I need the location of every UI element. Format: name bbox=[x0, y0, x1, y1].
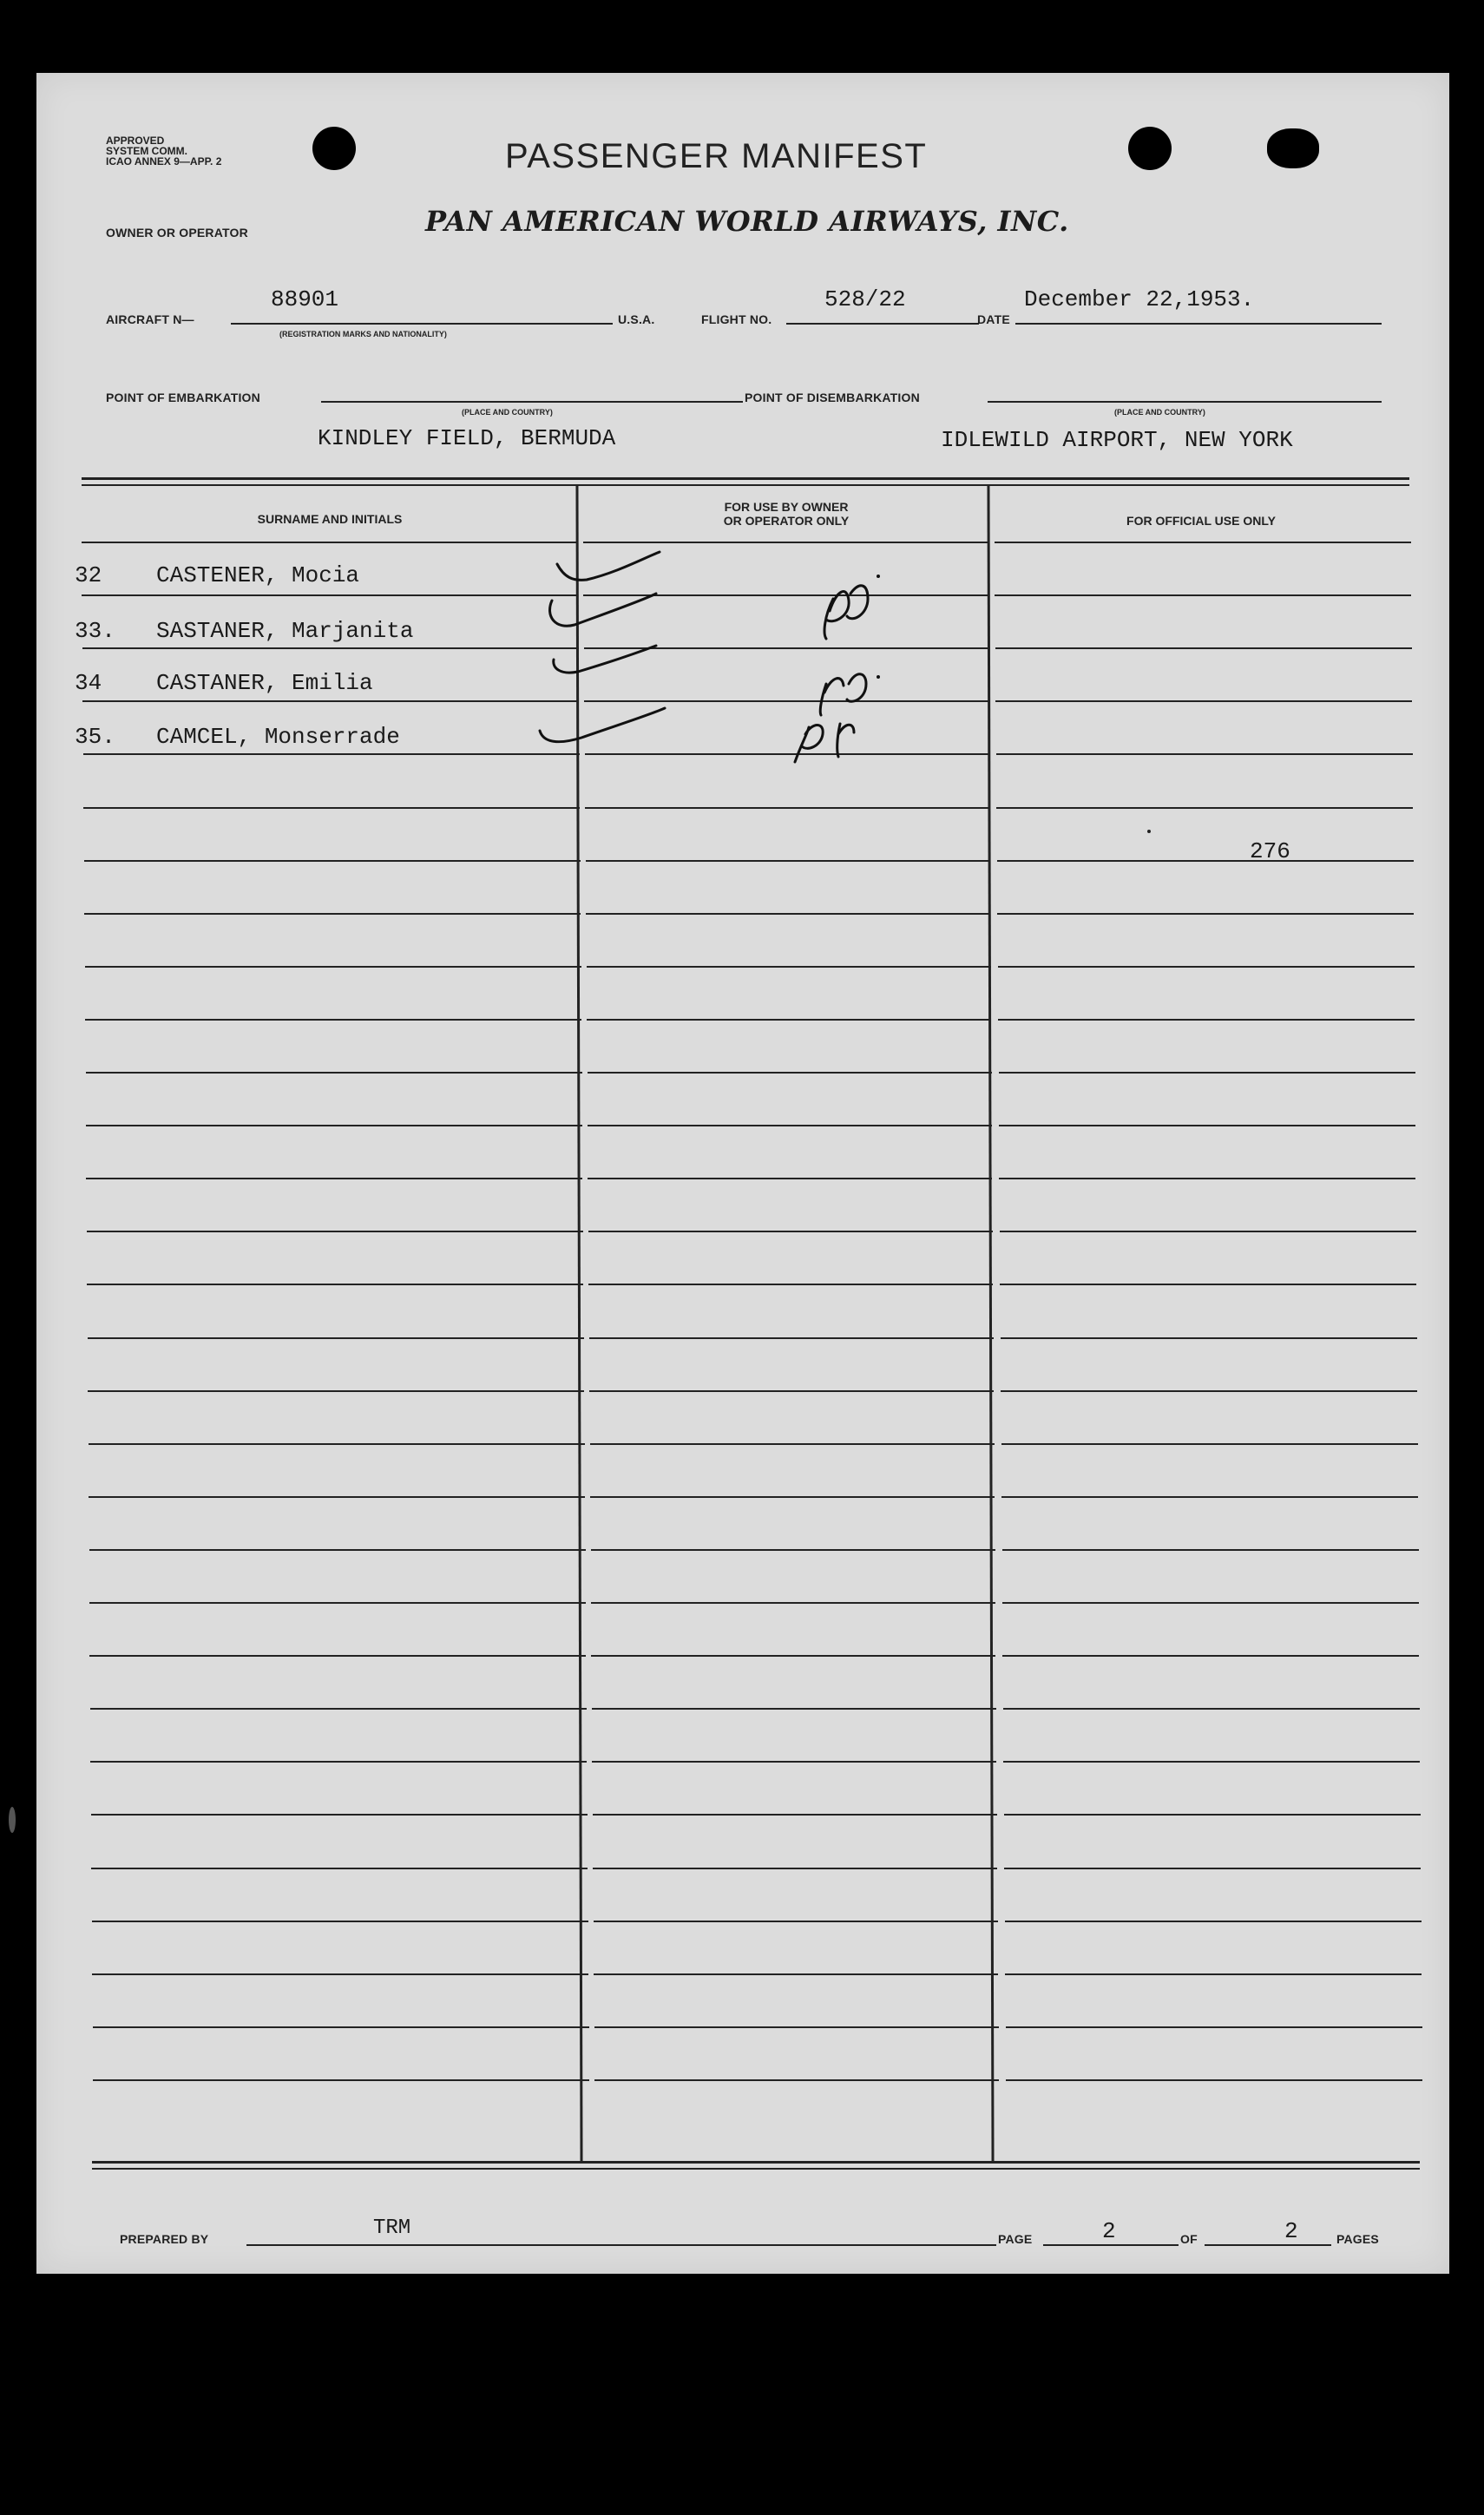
usa-label: U.S.A. bbox=[618, 312, 655, 326]
page-title: PASSENGER MANIFEST bbox=[505, 137, 928, 175]
table-rule-line bbox=[87, 1231, 583, 1232]
check-mark bbox=[557, 552, 660, 580]
passenger-name: CASTENER, Mocia bbox=[156, 562, 360, 588]
table-rule-line bbox=[1006, 2026, 1422, 2028]
table-rule-line bbox=[89, 1496, 585, 1498]
table-rule-line bbox=[593, 1814, 997, 1816]
table-rule-line bbox=[588, 1284, 993, 1285]
paper-speck bbox=[1147, 830, 1151, 833]
initials-mark bbox=[820, 674, 866, 715]
ink-dot bbox=[877, 575, 880, 578]
table-rule-line bbox=[589, 1390, 994, 1392]
table-rule-line bbox=[1001, 1337, 1417, 1339]
table-rule-line bbox=[86, 1178, 582, 1179]
initials-mark bbox=[795, 724, 854, 762]
table-rule-line bbox=[88, 1337, 584, 1339]
disembarkation-underline bbox=[988, 401, 1382, 403]
total-pages: 2 bbox=[1284, 2218, 1298, 2244]
aircraft-label: AIRCRAFT N— bbox=[106, 312, 194, 326]
passenger-number: 34 bbox=[75, 670, 102, 696]
table-rule-line bbox=[996, 807, 1413, 809]
disembarkation-place: IDLEWILD AIRPORT, NEW YORK bbox=[941, 427, 1293, 453]
table-rule-line bbox=[999, 1072, 1415, 1074]
table-bottom-rule bbox=[92, 2161, 1420, 2164]
approval-line: APPROVED bbox=[106, 135, 165, 147]
table-rule-line bbox=[1005, 1973, 1422, 1975]
table-rule-line bbox=[593, 1868, 997, 1869]
table-rule-line bbox=[90, 1708, 587, 1710]
table-rule-line bbox=[999, 1125, 1415, 1126]
flight-number: 528/22 bbox=[824, 286, 906, 312]
table-rule-line bbox=[590, 1496, 995, 1498]
punch-hole-corner bbox=[1267, 128, 1319, 168]
flight-label: FLIGHT NO. bbox=[701, 312, 772, 326]
company-name: PAN AMERICAN WORLD AIRWAYS, INC. bbox=[425, 205, 1069, 238]
page-number: 2 bbox=[1102, 2218, 1116, 2244]
of-underline bbox=[1205, 2244, 1331, 2246]
table-top-rule bbox=[82, 477, 1409, 480]
table-rule-line bbox=[586, 913, 990, 915]
aircraft-number: 88901 bbox=[271, 286, 339, 312]
initials-mark bbox=[824, 586, 868, 639]
table-rule-line bbox=[92, 1973, 588, 1975]
table-rule-line bbox=[995, 700, 1412, 702]
aircraft-underline bbox=[231, 323, 613, 325]
table-rule-line bbox=[87, 1284, 583, 1285]
passenger-name: CASTANER, Emilia bbox=[156, 670, 373, 696]
table-rule-line bbox=[1001, 1496, 1418, 1498]
handwritten-marks bbox=[503, 529, 972, 781]
table-rule-line bbox=[86, 1072, 582, 1074]
table-rule-line bbox=[1003, 1761, 1420, 1763]
table-top-rule bbox=[82, 484, 1409, 486]
prepared-by-label: PREPARED BY bbox=[120, 2232, 209, 2246]
passenger-number: 32 bbox=[75, 562, 102, 588]
table-rule-line bbox=[89, 1549, 586, 1551]
table-rule-line bbox=[85, 966, 581, 968]
pages-label: PAGES bbox=[1336, 2232, 1379, 2246]
table-rule-line bbox=[995, 647, 1412, 649]
table-rule-line bbox=[1004, 1868, 1421, 1869]
prepared-by-underline bbox=[246, 2244, 996, 2246]
passenger-name: CAMCEL, Monserrade bbox=[156, 724, 400, 750]
punch-hole-left bbox=[312, 127, 356, 170]
column-header-official: FOR OFFICIAL USE ONLY bbox=[1126, 514, 1276, 528]
embarkation-place: KINDLEY FIELD, BERMUDA bbox=[318, 425, 616, 451]
table-rule-line bbox=[91, 1814, 588, 1816]
owner-label: OWNER OR OPERATOR bbox=[106, 226, 248, 240]
table-rule-line bbox=[89, 1655, 586, 1657]
approval-note bbox=[106, 135, 221, 167]
table-rule-line bbox=[592, 1761, 996, 1763]
table-rule-line bbox=[591, 1549, 995, 1551]
table-rule-line bbox=[588, 1125, 992, 1126]
table-rule-line bbox=[997, 913, 1414, 915]
passenger-number: 35. bbox=[75, 724, 115, 750]
passenger-number: 33. bbox=[75, 618, 115, 644]
table-rule-line bbox=[1000, 1231, 1416, 1232]
flight-date: December 22,1953. bbox=[1024, 286, 1255, 312]
table-rule-line bbox=[85, 1019, 581, 1021]
passenger-name: SASTANER, Marjanita bbox=[156, 618, 414, 644]
table-rule-line bbox=[93, 2026, 589, 2028]
official-use-note: 276 bbox=[1250, 838, 1290, 864]
table-rule-line bbox=[1001, 1443, 1418, 1445]
date-label: DATE bbox=[977, 312, 1010, 326]
punch-hole-right bbox=[1128, 127, 1172, 170]
table-rule-line bbox=[588, 1072, 992, 1074]
table-rule-line bbox=[589, 1337, 994, 1339]
check-mark bbox=[540, 708, 665, 742]
table-rule-line bbox=[91, 1868, 588, 1869]
flight-underline bbox=[786, 323, 979, 325]
paper-speck bbox=[9, 1807, 16, 1833]
table-rule-line bbox=[1002, 1655, 1419, 1657]
table-rule-line bbox=[590, 1443, 995, 1445]
table-rule-line bbox=[588, 1231, 993, 1232]
table-rule-line bbox=[591, 1655, 995, 1657]
column-header-owner-line: OR OPERATOR ONLY bbox=[723, 514, 850, 528]
table-rule-line bbox=[998, 1019, 1415, 1021]
of-label: OF bbox=[1180, 2232, 1198, 2246]
table-rule-line bbox=[587, 1019, 991, 1021]
disembarkation-label: POINT OF DISEMBARKATION bbox=[745, 391, 920, 404]
table-rule-line bbox=[594, 2079, 999, 2081]
table-rule-line bbox=[1000, 1284, 1416, 1285]
table-rule-line bbox=[594, 1973, 998, 1975]
table-rule-line bbox=[995, 542, 1411, 543]
table-rule-line bbox=[86, 1125, 582, 1126]
table-rule-line bbox=[93, 2079, 589, 2081]
approval-line: SYSTEM COMM. bbox=[106, 145, 188, 157]
registration-note: (REGISTRATION MARKS AND NATIONALITY) bbox=[279, 330, 447, 338]
table-rule-line bbox=[585, 807, 989, 809]
table-rule-line bbox=[92, 1921, 588, 1922]
table-rule-line bbox=[1002, 1549, 1419, 1551]
date-underline bbox=[1015, 323, 1382, 325]
table-rule-line bbox=[1005, 1921, 1422, 1922]
table-rule-line bbox=[997, 860, 1414, 862]
column-header-surname: SURNAME AND INITIALS bbox=[257, 512, 403, 526]
table-rule-line bbox=[995, 594, 1411, 596]
table-rule-line bbox=[996, 753, 1413, 755]
table-rule-line bbox=[1001, 1390, 1417, 1392]
column-header-owner-line: FOR USE BY OWNER bbox=[724, 500, 849, 514]
table-rule-line bbox=[89, 1443, 585, 1445]
table-rule-line bbox=[88, 1390, 584, 1392]
table-rule-line bbox=[592, 1708, 996, 1710]
table-rule-line bbox=[1006, 2079, 1422, 2081]
table-rule-line bbox=[594, 1921, 998, 1922]
table-rule-line bbox=[586, 860, 990, 862]
table-rule-line bbox=[83, 807, 580, 809]
table-rule-line bbox=[84, 860, 581, 862]
disembarkation-place-note: (PLACE AND COUNTRY) bbox=[1114, 408, 1205, 417]
table-rule-line bbox=[1003, 1708, 1420, 1710]
table-rule-line bbox=[591, 1602, 995, 1604]
page-underline bbox=[1043, 2244, 1179, 2246]
embarkation-place-note: (PLACE AND COUNTRY) bbox=[462, 408, 553, 417]
embarkation-underline bbox=[321, 401, 743, 403]
check-mark bbox=[554, 646, 656, 673]
table-rule-line bbox=[999, 1178, 1415, 1179]
table-rule-line bbox=[594, 2026, 999, 2028]
prepared-by-value: TRM bbox=[373, 2216, 411, 2240]
column-header-owner-use bbox=[587, 500, 986, 528]
approval-line: ICAO ANNEX 9—APP. 2 bbox=[106, 155, 222, 167]
table-rule-line bbox=[89, 1602, 586, 1604]
table-rule-line bbox=[1004, 1814, 1421, 1816]
ink-dot bbox=[877, 675, 880, 679]
table-bottom-rule bbox=[92, 2168, 1420, 2170]
page-label: PAGE bbox=[998, 2232, 1033, 2246]
table-rule-line bbox=[1002, 1602, 1419, 1604]
table-rule-line bbox=[90, 1761, 587, 1763]
table-rule-line bbox=[587, 966, 991, 968]
table-rule-line bbox=[588, 1178, 992, 1179]
check-mark bbox=[550, 594, 656, 626]
table-rule-line bbox=[998, 966, 1415, 968]
embarkation-label: POINT OF EMBARKATION bbox=[106, 391, 260, 404]
table-rule-line bbox=[84, 913, 581, 915]
